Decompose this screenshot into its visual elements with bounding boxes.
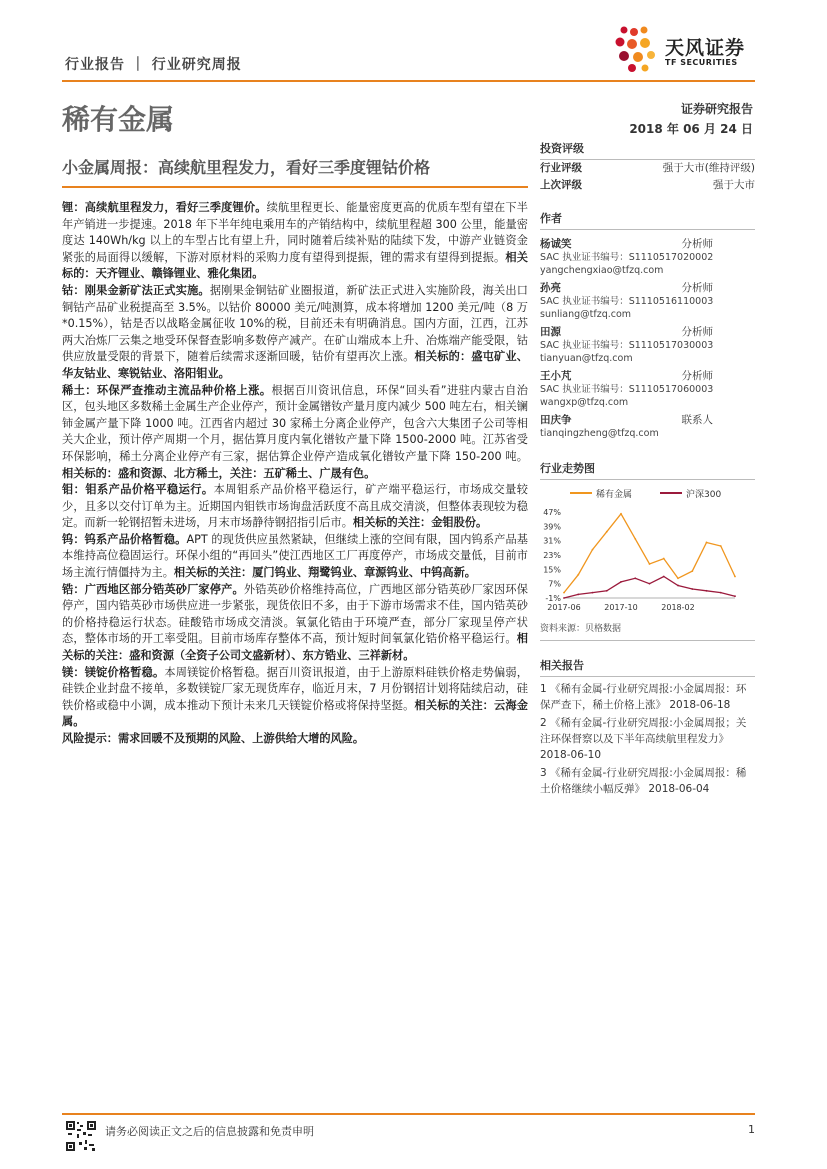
rating-heading: 投资评级 [540,142,584,155]
data-point [677,577,679,579]
data-point [649,563,651,565]
y-tick-label: 7% [548,579,561,589]
author-card: 王小芃 分析师 SAC 执业证书编号：S1110517060003 wangxp@tfzq.com [540,368,755,409]
x-tick-label: 2017-10 [604,603,638,612]
qr-code-icon [65,1120,97,1152]
authors-heading: 作者 [540,212,562,225]
author-email[interactable]: tianqingzheng@tfzq.com [540,428,659,439]
report-type: 证券研究报告 [680,102,753,116]
data-point [691,570,693,572]
data-point [592,592,594,594]
series-line [564,577,735,599]
data-point [720,592,722,594]
paragraph-molybdenum: 钼：钼系产品价格平稳运行。本周钼系产品价格平稳运行，矿产端平稳运行，市场成交量较少，且多以交付订单为主。近期国内钼铁市场询盘活跃度不高且成交清淡，但整体表现较为稳定。而新一轮钢招暂未进场，月末市场静待钢招指引后市。相关标的关注：金钼股份。 [62,483,528,530]
data-point [663,558,665,560]
paragraph-cobalt: 钴：刚果金新矿法正式实施。据刚果金铜钴矿业圈报道，新矿法正式进入实施阶段，海关出口铜钴产品矿业税提高至 3.5%。以钴价 80000 美元/吨测算，成本将增加 1200 美元/吨（8 万*0.15%），钴是否以战略金属征收 10%的税，目前还未有明确消息。国内方面，江西，江苏两大冶炼厂云集之地受环保督查影响多数停产减产。在矿山端成本上升、冶炼端产能受限，钴供应放量受限的背景下，随着后续需求逐渐回暖，钴价有望再次上涨。相关标的：盛屯矿业、华友钴业、寒锐钴业、洛阳钼业。 [62,283,528,380]
data-point [577,574,579,576]
chart-source: 资料来源：贝格数据 [540,624,622,634]
y-tick-label: 23% [543,551,561,560]
author-card: 田源 分析师 SAC 执业证书编号：S1110517030003 tianyuan@tfzq.com [540,324,755,365]
industry-trend-chart [540,480,755,620]
page-number: 1 [748,1123,755,1136]
title-divider [62,186,528,188]
data-point [606,590,608,592]
x-tick-label: 2017-06 [547,603,581,612]
data-point [563,592,565,594]
rating-row: 行业评级 强于大市(维持评级) [540,162,755,174]
y-tick-label: -1% [545,594,561,603]
author-email[interactable]: wangxp@tfzq.com [540,397,629,408]
data-point [634,577,636,579]
related-report-item[interactable]: 1 《稀有金属-行业研究周报:小金属周报：环保严查下，稀土价格上涨》 2018-06-18 [540,683,747,711]
related-report-item[interactable]: 2 《稀有金属-行业研究周报:小金属周报；关注环保督察以及下半年高续航里程发力》 2018-06-10 [540,717,747,761]
author-email[interactable]: tianyuan@tfzq.com [540,353,633,364]
rating-row: 上次评级 强于大市 [540,179,755,191]
y-tick-label: 47% [543,508,561,517]
paragraph-magnesium: 镁：镁锭价格暂稳。本周镁锭价格暂稳。据百川资讯报道，由于上游原料硅铁价格走势偏弱，硅铁企业封盘不接单，多数镁锭厂家无现货库存，临近月末，7 月份钢招计划将陆续启动，硅铁价格或稳中小调，成本推动下预计未来几天镁锭价格或将保持坚挺。相关标的关注：云海金属。 [62,665,528,729]
sector-title: 稀有金属 [62,103,175,136]
legend-label: 沪深300 [686,490,722,500]
logo-subtext: TF SECURITIES [665,58,738,67]
author-card: 田庆争 联系人 tianqingzheng@tfzq.com [540,412,755,440]
paragraph-tungsten: 钨：钨系产品价格暂稳。APT 的现货供应虽然紧缺，但继续上涨的空间有限，国内钨系产品基本维持高位稳固运行。环保小组的“再回头”使江西地区工厂再度停产，市场成交量低，目前市场主流行情僵持为主。相关标的关注：厦门钨业、翔鹭钨业、章源钨业、中钨高新。 [62,532,528,580]
data-point [634,538,636,540]
data-point [663,576,665,578]
data-point [620,513,622,515]
data-point [706,542,708,544]
paragraph-rare-earth: 稀土：环保严查推动主流品种价格上涨。根据百川资讯信息，环保“回头看”进驻内蒙古自治区，包头地区多数稀土金属生产企业停产，预计金属镨钕产量月度内减少 500 吨左右，相关镧铈金属产量下降 1000 吨。江西省内超过 30 家稀土分离企业停产，包含六大集团子公司等相关大企业，预计停产周期一个月，据估算月度内氧化镨钕产量下降 1500-2000 吨。江苏省受环保影响，稀土分离企业停产有三家，据估算企业停产造成氧化镨钕产量下降 150-200 吨。相关标的：盛和资源、北方稀土，关注：五矿稀土、广晟有色。 [62,383,528,480]
data-point [563,597,565,599]
report-date: 2018 年 06 月 24 日 [629,122,753,136]
trend-heading: 行业走势图 [540,462,595,475]
series-line [564,514,735,593]
data-point [649,583,651,585]
y-tick-label: 39% [543,522,561,532]
page-title: 小金属周报：高续航里程发力，看好三季度锂钴价格 [62,158,431,177]
header-divider [62,80,755,82]
report-category: 行业报告 ｜ 行业研究周报 [65,57,242,73]
report-body [62,200,528,748]
paragraph-risk: 风险提示：需求回暖不及预期的风险、上游供给大增的风险。 [62,732,365,745]
logo-text: 天风证券 [665,37,746,59]
data-point [592,549,594,551]
data-point [691,588,693,590]
data-point [620,581,622,583]
data-point [706,590,708,592]
author-card: 杨诚笑 分析师 SAC 执业证书编号：S1110517020002 yangchengxiao@tfzq.com [540,236,755,277]
footer-divider [62,1113,755,1115]
y-tick-label: 31% [543,536,561,546]
data-point [720,545,722,547]
data-point [577,594,579,596]
legend-label: 稀有金属 [596,490,633,500]
related-heading: 相关报告 [540,659,584,672]
related-report-item[interactable]: 3 《稀有金属-行业研究周报:小金属周报：稀土价格继续小幅反弹》 2018-06-04 [540,767,747,795]
data-point [606,531,608,533]
x-tick-label: 2018-02 [661,603,695,612]
author-email[interactable]: yangchengxiao@tfzq.com [540,265,664,276]
data-point [734,576,736,578]
data-point [734,595,736,597]
author-email[interactable]: sunliang@tfzq.com [540,309,632,320]
data-point [677,585,679,587]
paragraph-lithium: 锂：高续航里程发力，看好三季度锂价。续航里程更长、能量密度更高的优质车型有望在下半年产销进一步提速。2018 年下半年纯电乘用车的产销结构中，续航里程超 300 公里，能量密度达 140Wh/kg 以上的车型占比有望上升，同时随着后续补贴的陆续下发，中游产业链资金紧张的局面得以缓解，下游对原材料的采购力度有望得到提振，锂的需求有望得到提振。相关标的：天齐锂业、赣锋锂业、雅化集团。 [62,201,528,281]
y-tick-label: 15% [543,565,561,575]
author-card: 孙亮 分析师 SAC 执业证书编号：S1110516110003 sunliang@tfzq.com [540,280,755,321]
sidebar [540,138,755,797]
paragraph-zirconium: 锆：广西地区部分锆英砂厂家停产。外锆英砂价格维持高位，广西地区部分锆英砂厂家因环保停产，国内锆英砂市场供应进一步紧张，现货依旧不多，由于下游市场需求不佳，国内锆英砂的价格持稳运行状态。硅酸锆市场成交清淡。氧氯化锆由于环境严查，部分厂家现呈停产状态，整体市场的开工率受阻。目前市场库存整体不高，预计短时间氧氯化锆价格平稳运行。相关标的关注：盛和资源（全资子公司文盛新材）、东方锆业、三祥新材。 [62,582,528,663]
tf-logo-icon [612,22,664,74]
footer-disclaimer: 请务必阅读正文之后的信息披露和免责申明 [105,1125,314,1138]
